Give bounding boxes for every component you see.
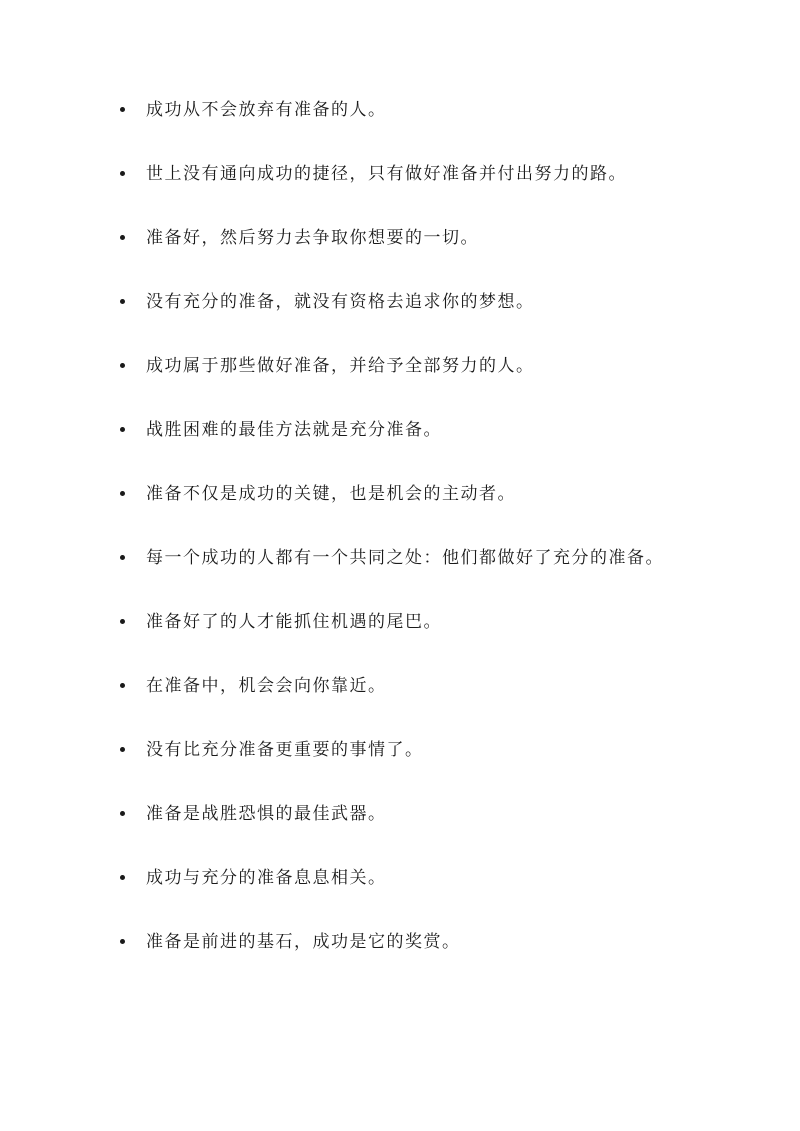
list-item	[120, 856, 710, 900]
bullet-icon	[120, 811, 125, 816]
quote-text: 准备是前进的基石，成功是它的奖赏。	[146, 932, 461, 952]
list-item	[120, 88, 710, 132]
list-item	[120, 216, 710, 260]
bullet-icon	[120, 171, 125, 176]
list-item	[120, 536, 710, 580]
list-item	[120, 344, 710, 388]
quote-text: 成功从不会放弃有准备的人。	[146, 100, 387, 120]
list-item	[120, 728, 710, 772]
quote-text: 每一个成功的人都有一个共同之处：他们都做好了充分的准备。	[146, 548, 664, 568]
list-item	[120, 792, 710, 836]
bullet-icon	[120, 107, 125, 112]
bullet-icon	[120, 235, 125, 240]
quote-text: 在准备中，机会会向你靠近。	[146, 676, 387, 696]
quote-text: 成功与充分的准备息息相关。	[146, 868, 387, 888]
bullet-icon	[120, 299, 125, 304]
list-item	[120, 408, 710, 452]
quote-text: 没有比充分准备更重要的事情了。	[146, 740, 424, 760]
bullet-icon	[120, 875, 125, 880]
quote-list	[120, 88, 710, 984]
bullet-icon	[120, 939, 125, 944]
list-item	[120, 664, 710, 708]
list-item	[120, 600, 710, 644]
bullet-icon	[120, 491, 125, 496]
quote-text: 成功属于那些做好准备，并给予全部努力的人。	[146, 356, 535, 376]
list-item	[120, 920, 710, 964]
list-item	[120, 280, 710, 324]
quote-text: 准备好了的人才能抓住机遇的尾巴。	[146, 612, 442, 632]
list-item	[120, 472, 710, 516]
quote-text: 准备好，然后努力去争取你想要的一切。	[146, 228, 479, 248]
bullet-icon	[120, 363, 125, 368]
list-item	[120, 152, 710, 196]
bullet-icon	[120, 747, 125, 752]
quote-text: 准备是战胜恐惧的最佳武器。	[146, 804, 387, 824]
bullet-icon	[120, 427, 125, 432]
bullet-icon	[120, 683, 125, 688]
quote-text: 世上没有通向成功的捷径，只有做好准备并付出努力的路。	[146, 164, 627, 184]
quote-text: 没有充分的准备，就没有资格去追求你的梦想。	[146, 292, 535, 312]
quote-text: 战胜困难的最佳方法就是充分准备。	[146, 420, 442, 440]
bullet-icon	[120, 619, 125, 624]
bullet-icon	[120, 555, 125, 560]
quote-text: 准备不仅是成功的关键，也是机会的主动者。	[146, 484, 516, 504]
